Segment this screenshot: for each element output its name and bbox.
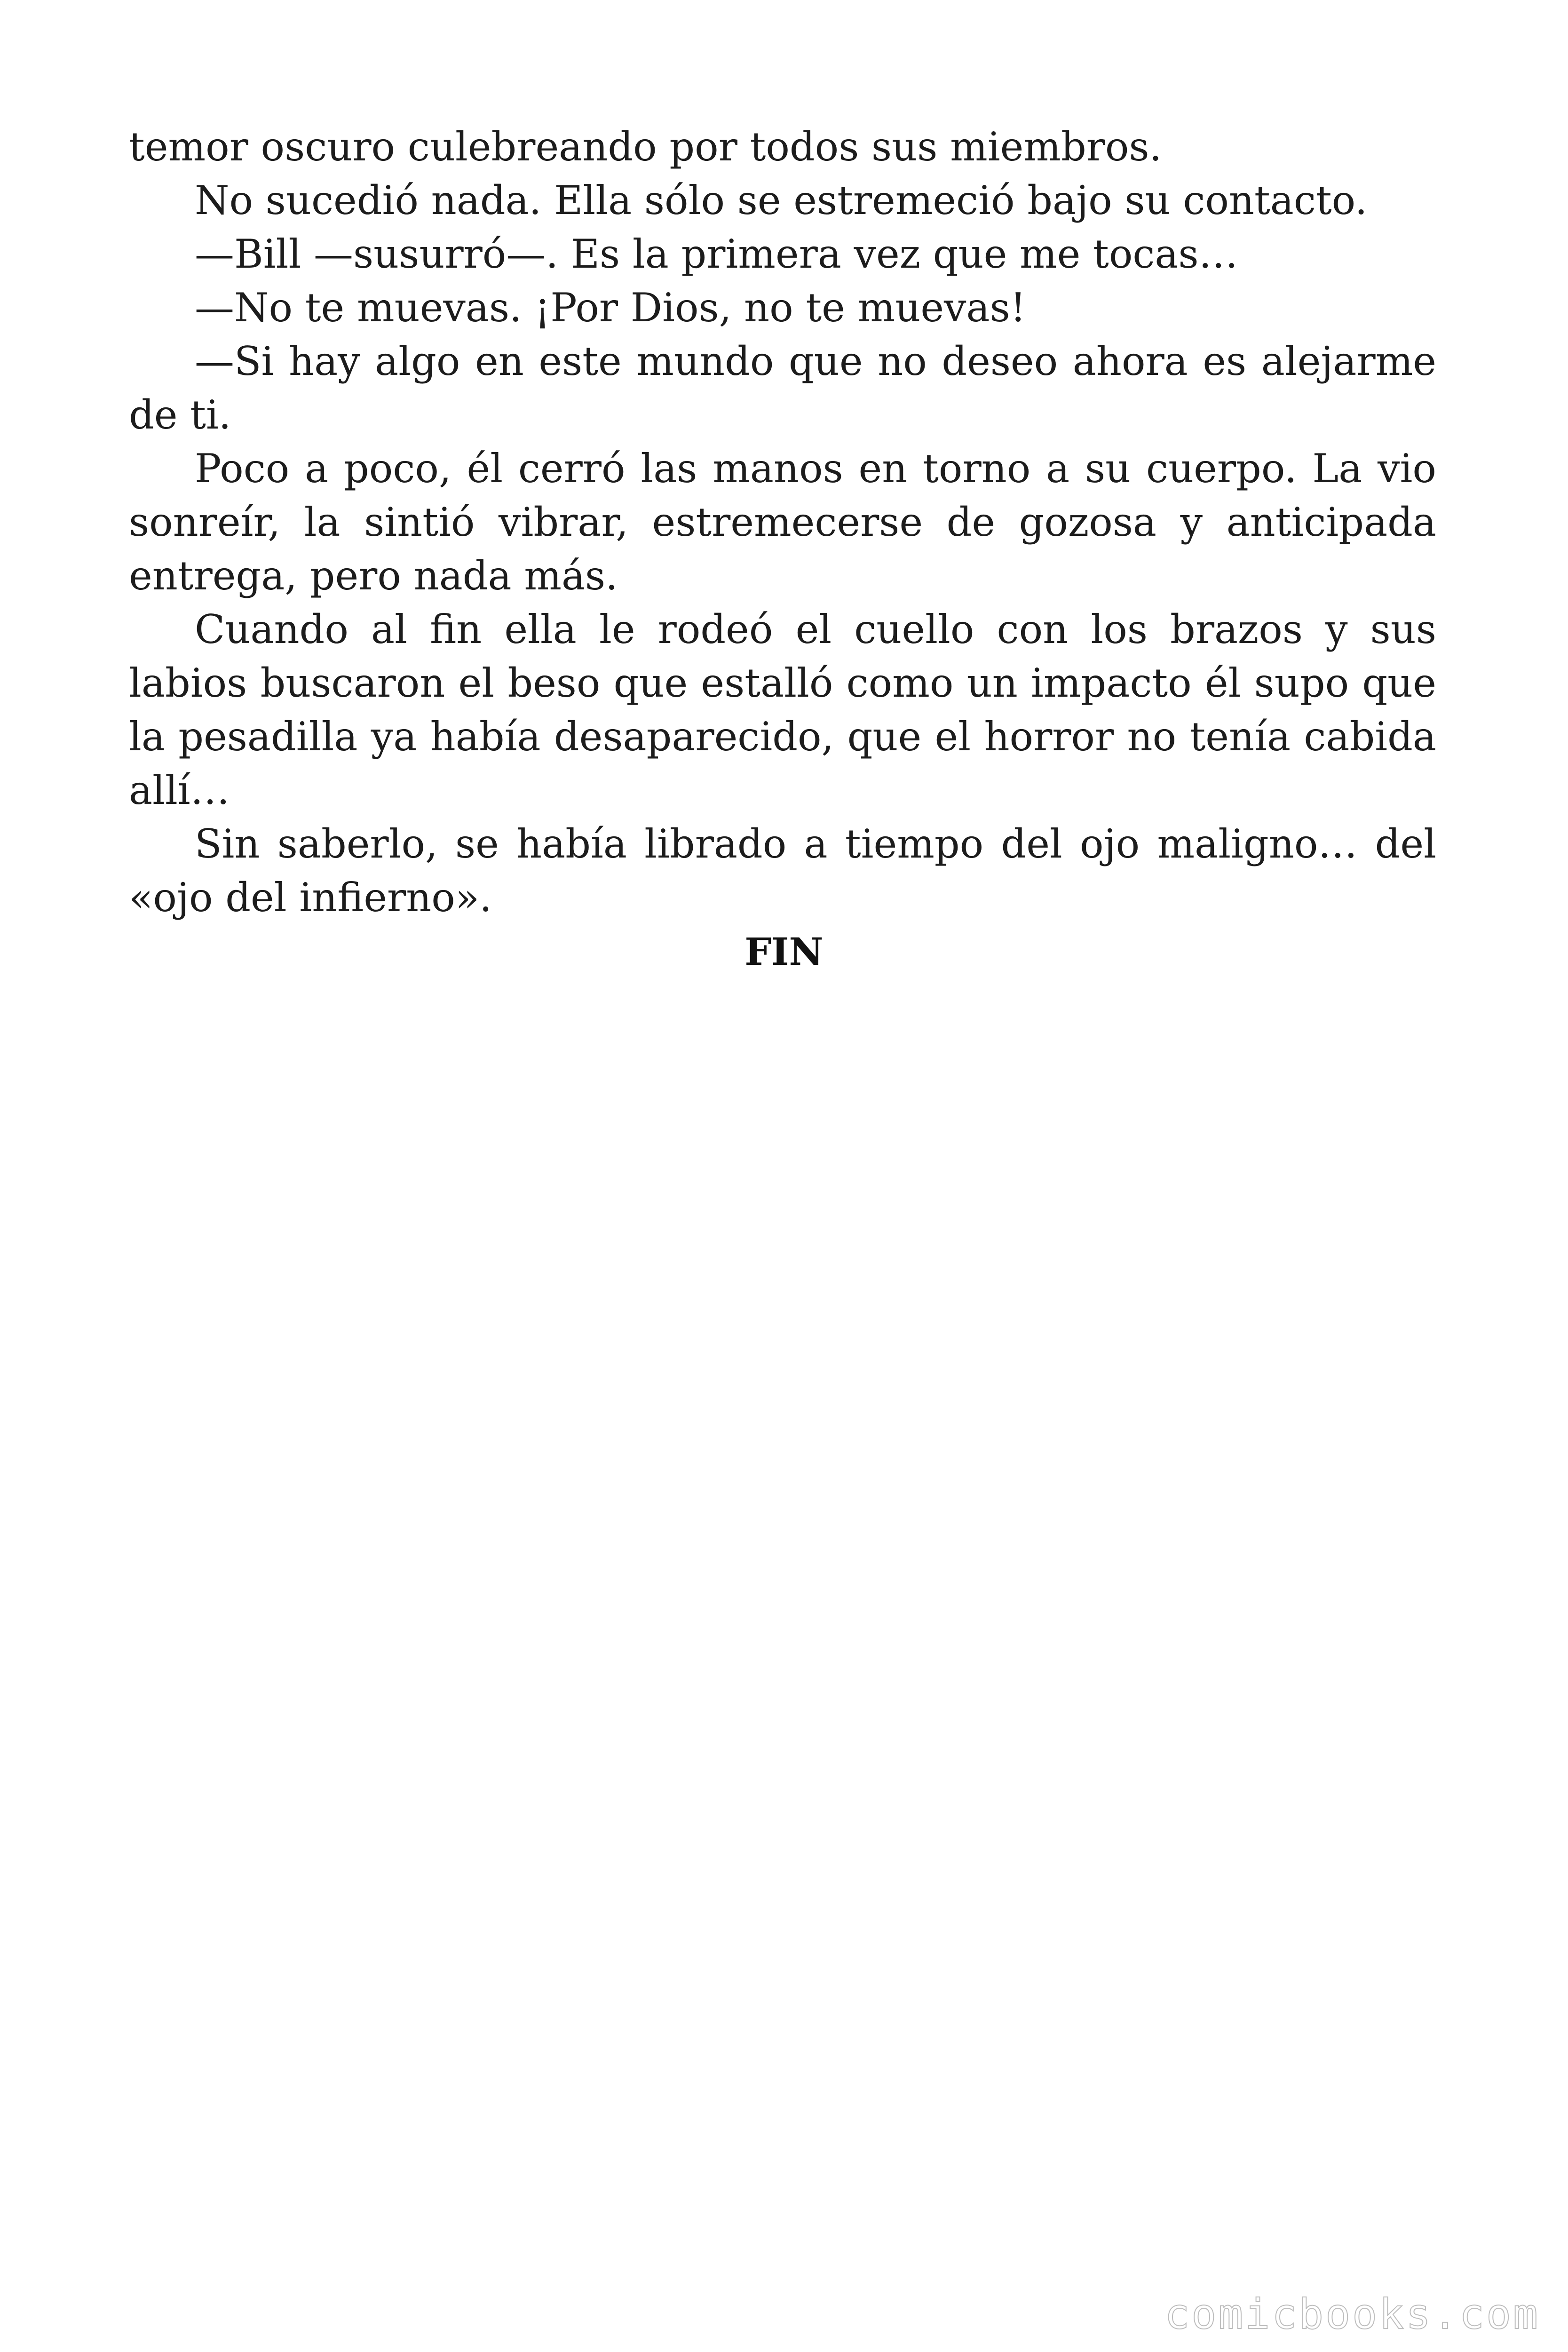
dialogue-line: —Si hay algo en este mundo que no deseo ahora es alejarme de ti.	[129, 338, 1436, 438]
ending-title: FIN	[744, 930, 824, 974]
dialogue-line: —No te muevas. ¡Por Dios, no te muevas!	[195, 285, 1026, 331]
paragraph: No sucedió nada. Ella sólo se estremeció bajo su contacto.	[195, 177, 1368, 223]
dialogue-line: —Bill —susurró—. Es la primera vez que me tocas…	[195, 231, 1238, 277]
paragraph: Sin saberlo, se había librado a tiempo del ojo maligno… del «ojo del infierno».	[129, 821, 1436, 921]
body-text	[129, 120, 1436, 924]
paragraph-continuation: temor oscuro culebreando por todos sus miembros.	[129, 124, 1162, 170]
watermark: comicbooks.com	[1164, 2290, 1540, 2338]
paragraph: Poco a poco, él cerró las manos en torno a su cuerpo. La vio sonreír, la sintió vibrar, estremecerse de gozosa y anticipada entrega, pero nada más.	[129, 445, 1436, 599]
paragraph: Cuando al fin ella le rodeó el cuello con los brazos y sus labios buscaron el beso que estalló como un impacto él supo que la pesadilla ya había desaparecido, que el horror no tenía cabida allí…	[129, 606, 1436, 813]
